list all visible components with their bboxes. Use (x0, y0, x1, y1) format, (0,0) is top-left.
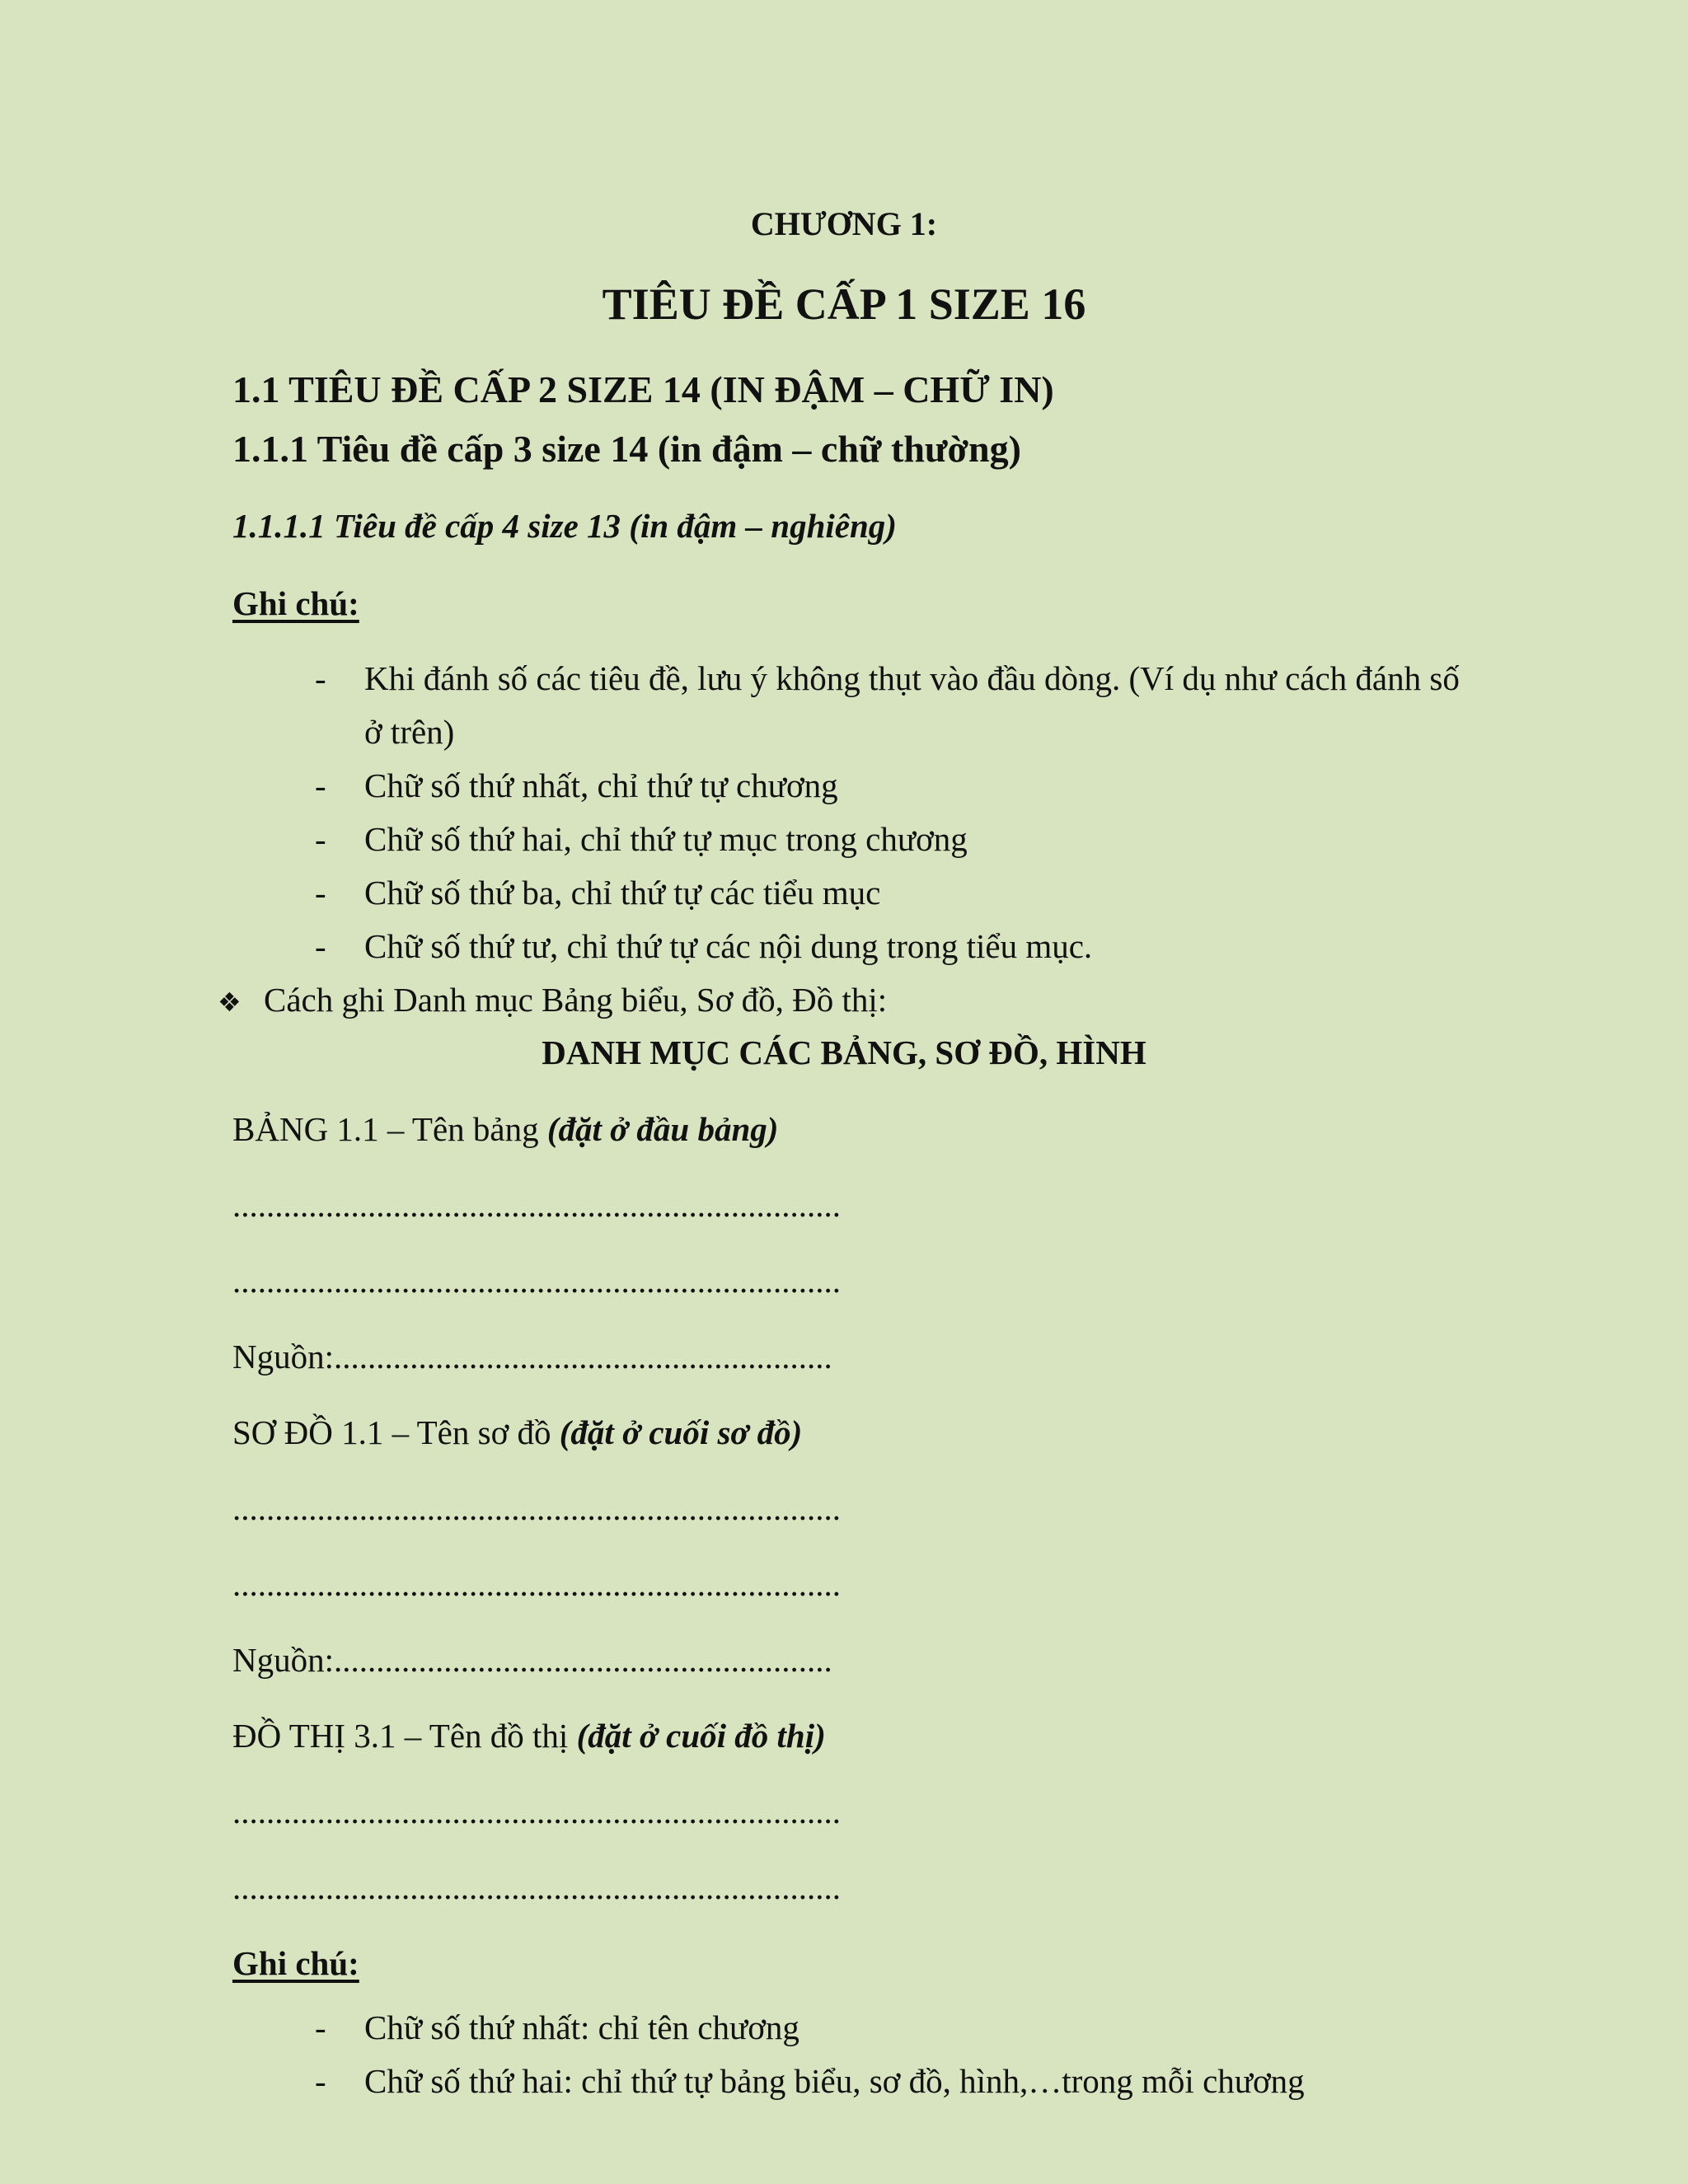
heading-level-4: 1.1.1.1 Tiêu đề cấp 4 size 13 (in đậm – nghiêng) (232, 507, 897, 545)
dash-bullet: - (315, 874, 326, 912)
heading-level-1: TIÊU ĐỀ CẤP 1 SIZE 16 (602, 279, 1086, 329)
graph-entry-label: ĐỒ THỊ 3.1 – Tên đồ thị (232, 1717, 577, 1755)
dash-bullet: - (315, 2062, 326, 2100)
source-line: Nguồn:........................................................... (232, 1641, 832, 1679)
dash-bullet: - (315, 766, 326, 804)
diagram-entry-caption (232, 1413, 803, 1451)
dotted-line: ........................................................................ (232, 1868, 841, 1906)
chapter-label: CHƯƠNG 1: (750, 205, 938, 242)
heading-level-2: 1.1 TIÊU ĐỀ CẤP 2 SIZE 14 (IN ĐẬM – CHỮ IN) (232, 368, 1054, 410)
diamond-bullet-item (218, 983, 887, 1017)
note-title: Ghi chú: (232, 1944, 359, 1982)
dash-bullet: - (315, 659, 326, 697)
diagram-entry-label: SƠ ĐỒ 1.1 – Tên sơ đồ (232, 1413, 560, 1451)
note-item-text: Chữ số thứ hai: chỉ thứ tự bảng biểu, sơ đồ, hình,…trong mỗi chương (364, 2062, 1305, 2100)
note-item-text: Chữ số thứ nhất: chỉ tên chương (364, 2008, 799, 2046)
table-entry-hint: (đặt ở đầu bảng) (546, 1110, 779, 1148)
diagram-entry-hint: (đặt ở cuối sơ đồ) (559, 1413, 803, 1451)
note-title: Ghi chú: (232, 584, 359, 622)
dash-bullet: - (315, 820, 326, 858)
graph-entry-hint: (đặt ở cuối đồ thị) (576, 1717, 826, 1755)
list-of-figures-title: DANH MỤC CÁC BẢNG, SƠ ĐỒ, HÌNH (542, 1033, 1146, 1071)
source-line: Nguồn:........................................................... (232, 1338, 832, 1376)
note-item-text: Chữ số thứ ba, chỉ thứ tự các tiểu mục (364, 874, 881, 912)
table-entry-caption (232, 1110, 779, 1148)
note-item-text: Chữ số thứ nhất, chỉ thứ tự chương (364, 766, 838, 804)
graph-entry-caption (232, 1719, 826, 1753)
dotted-line: ........................................................................ (232, 1793, 841, 1830)
table-entry-label: BẢNG 1.1 – Tên bảng (232, 1110, 547, 1148)
dotted-line: ........................................................................ (232, 1489, 841, 1527)
note-item-text: Chữ số thứ hai, chỉ thứ tự mục trong chương (364, 820, 968, 858)
dotted-line: ........................................................................ (232, 1565, 841, 1603)
diamond-bullet-icon: ❖ (218, 987, 241, 1018)
note-item-text: Khi đánh số các tiêu đề, lưu ý không thụt vào đầu dòng. (Ví dụ như cách đánh số (364, 659, 1460, 697)
dash-bullet: - (315, 2008, 326, 2046)
note-item-text: Chữ số thứ tư, chỉ thứ tự các nội dung trong tiểu mục. (364, 927, 1093, 965)
note-item-text: ở trên) (364, 713, 455, 751)
heading-level-3: 1.1.1 Tiêu đề cấp 3 size 14 (in đậm – chữ thường) (232, 428, 1021, 470)
dash-bullet: - (315, 927, 326, 965)
diamond-bullet-text: Cách ghi Danh mục Bảng biểu, Sơ đồ, Đồ thị: (264, 981, 888, 1019)
dotted-line: ........................................................................ (232, 1186, 841, 1224)
dotted-line: ........................................................................ (232, 1262, 841, 1300)
